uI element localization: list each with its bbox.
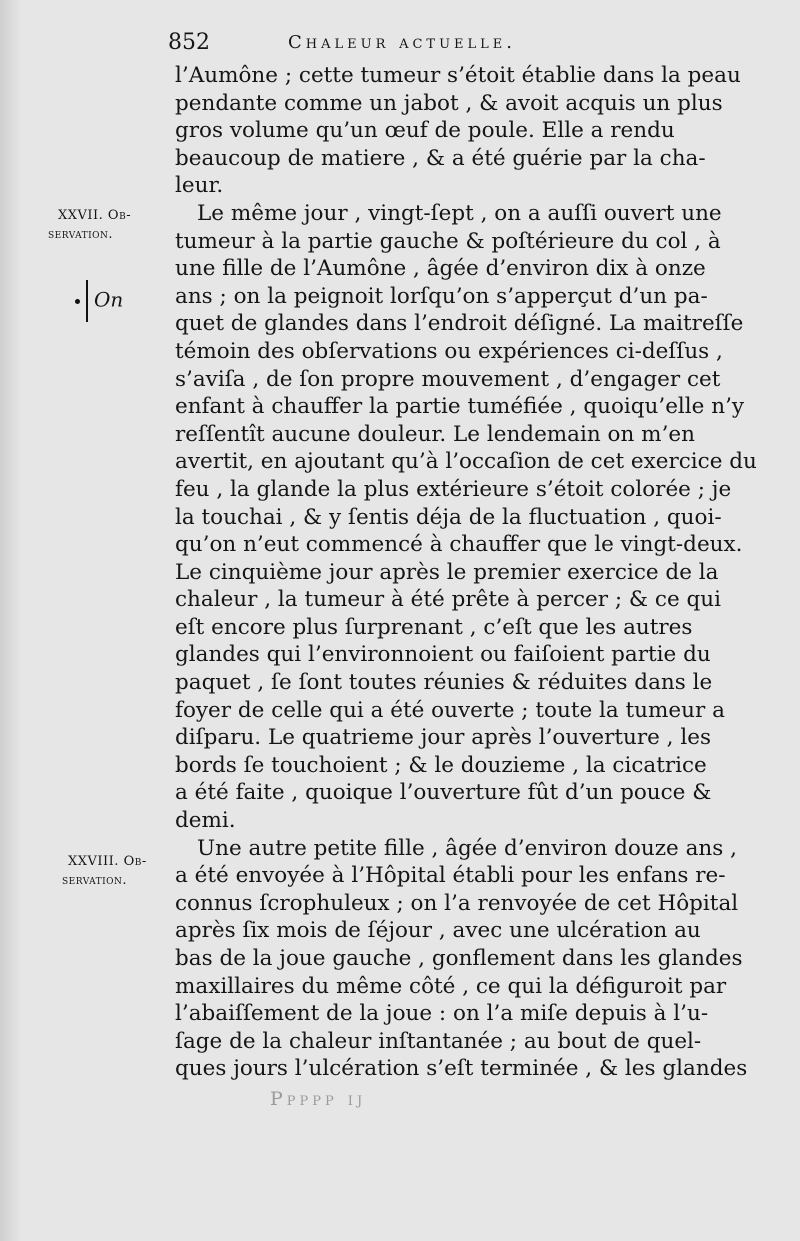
text-line: la touchai , & y ſentis déja de la fluctuation , quoi- xyxy=(175,504,722,530)
text-line: quet de glandes dans l’endroit déſigné. La maitreſſe xyxy=(175,311,744,337)
text-line: diſparu. Le quatrieme jour après l’ouverture , les xyxy=(175,725,711,751)
text-line: après ſix mois de ſéjour , avec une ulcération au xyxy=(175,918,701,944)
handwritten-text: On xyxy=(94,287,124,312)
text-line: reſſentît aucune douleur. Le lendemain on m’en xyxy=(175,421,695,447)
text-line: chaleur , la tumeur à été prête à percer ; & ce qui xyxy=(175,587,721,613)
text-line: tumeur à la partie gauche & poſtérieure du col , à xyxy=(175,228,721,254)
text-line: ſage de la chaleur inſtantanée ; au bout de quel- xyxy=(175,1028,702,1054)
text-line: ans ; on la peignoit lorſqu’on s’apperçut d’un pa- xyxy=(175,283,708,309)
text-line: eſt encore plus ſurprenant , c’eſt que les autres xyxy=(175,614,693,640)
text-line: feu , la glande la plus extérieure s’étoit colorée ; je xyxy=(175,476,732,502)
handwritten-annotation xyxy=(75,280,123,322)
text-line: qu’on n’eut commencé à chauffer que le vingt-deux. xyxy=(175,532,743,558)
text-line: l’Aumône ; cette tumeur s’étoit établie dans la peau xyxy=(175,63,741,88)
text-line: maxillaires du même côté , ce qui la défiguroit par xyxy=(175,973,727,999)
text-line: pendante comme un jabot , & avoit acquis un plus xyxy=(175,90,723,116)
text-line: demi. xyxy=(175,808,236,834)
margin-note-obs-28-line2: servation. xyxy=(62,873,128,888)
text-line: une fille de l’Aumône , âgée d’environ dix à onze xyxy=(175,256,706,282)
text-line: avertit, en ajoutant qu’à l’occaſion de cet exercice du xyxy=(175,449,757,475)
text-line: témoin des obſervations ou expériences ci-deſſus , xyxy=(175,338,723,364)
text-line: Le même jour , vingt-ſept , on a auſſi ouvert une xyxy=(197,200,722,226)
page-number: 852 xyxy=(168,30,210,55)
text-line: Le cinquième jour après le premier exercice de la xyxy=(175,559,719,585)
text-line: gros volume qu’un œuf de poule. Elle a rendu xyxy=(175,118,675,144)
text-line: enfant à chauffer la partie tuméfiée , quoiqu’elle n’y xyxy=(175,394,745,420)
text-line: Une autre petite fille , âgée d’environ douze ans , xyxy=(197,835,737,861)
text-line: bords ſe touchoient ; & le douzieme , la cicatrice xyxy=(175,752,707,778)
text-line: beaucoup de matiere , & a été guérie par la cha- xyxy=(175,145,706,171)
text-line: a été envoyée à l’Hôpital établi pour les enfans re- xyxy=(175,863,726,889)
text-line: paquet , ſe ſont toutes réunies & réduites dans le xyxy=(175,670,713,696)
text-line: a été faite , quoique l’ouverture fût d’un pouce & xyxy=(175,780,712,806)
ink-stroke-icon xyxy=(86,280,88,322)
running-header xyxy=(168,30,638,60)
margin-note-obs-28 xyxy=(62,852,147,890)
ink-dot-icon xyxy=(75,299,80,304)
binding-shadow xyxy=(0,0,22,1241)
text-line: connus ſcrophuleux ; on l’a renvoyée de cet Hôpital xyxy=(175,890,739,916)
text-line: leur. xyxy=(175,173,224,199)
text-line: glandes qui l’environnoient ou faiſoient partie du xyxy=(175,642,711,668)
text-line: l’abaiſſement de la joue : on l’a miſe depuis à l’u- xyxy=(175,1001,709,1027)
margin-note-obs-28-line1: XXVIII. Ob- xyxy=(68,854,147,869)
running-title: Chaleur actuelle. xyxy=(288,32,517,53)
text-line: foyer de celle qui a été ouverte ; toute la tumeur a xyxy=(175,697,725,723)
margin-note-obs-27-line2: servation. xyxy=(48,227,114,242)
text-line: ques jours l’ulcération s’eſt terminée , & les glandes xyxy=(175,1056,748,1082)
margin-note-obs-27 xyxy=(48,206,132,244)
page-body-text xyxy=(175,62,767,1083)
margin-note-obs-27-line1: XXVII. Ob- xyxy=(58,208,132,223)
signature-mark: Ppppp ij xyxy=(270,1088,367,1110)
text-line: bas de la joue gauche , gonflement dans les glandes xyxy=(175,946,743,971)
text-line: s’aviſa , de ſon propre mouvement , d’engager cet xyxy=(175,366,721,392)
